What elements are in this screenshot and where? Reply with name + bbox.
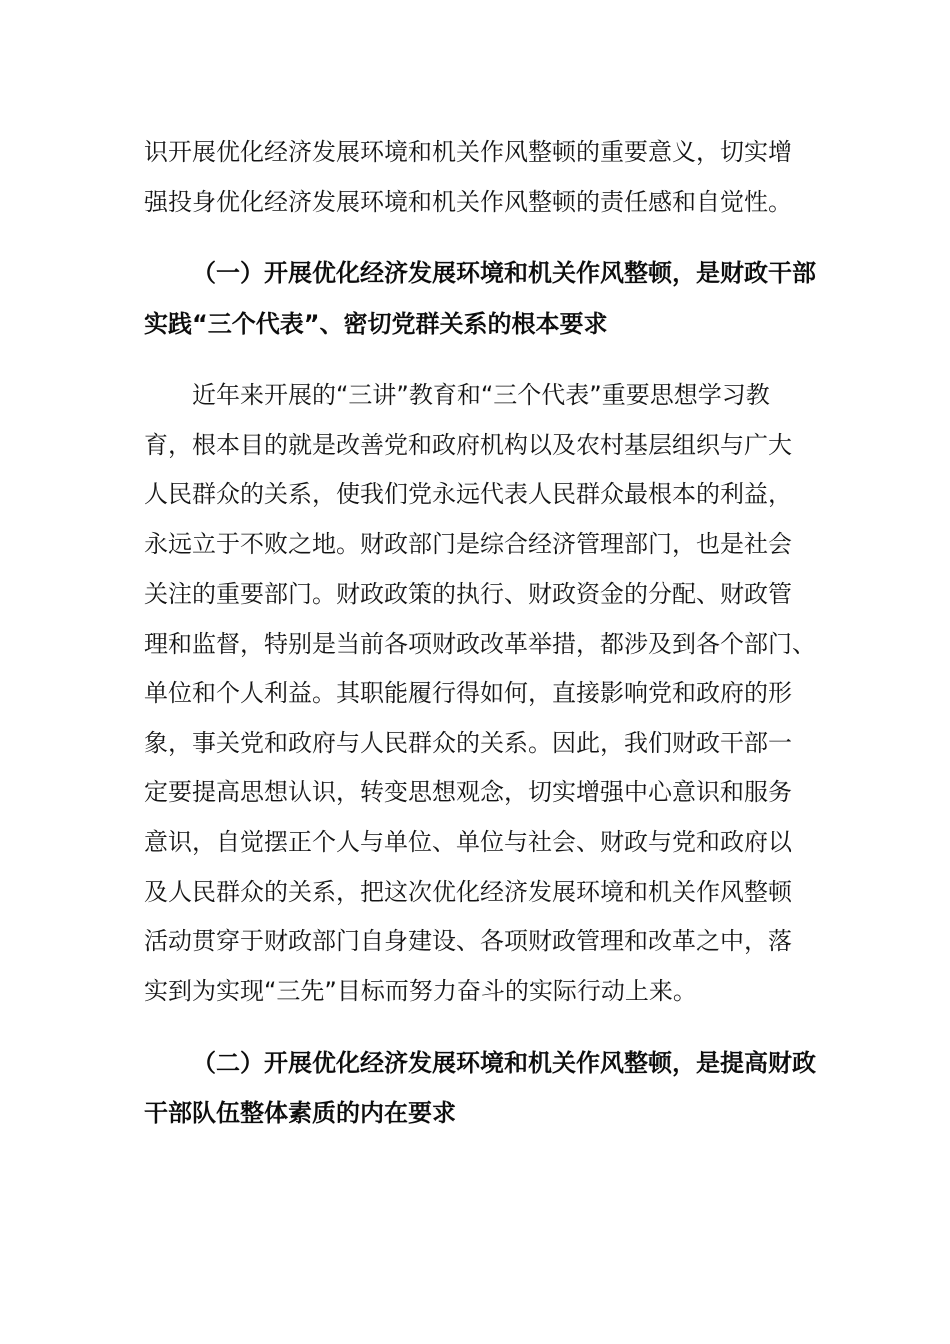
section1-body-line-11: 及人民群众的关系，把这次优化经济发展环境和机关作风整顿 xyxy=(144,878,792,906)
section1-body-line-9: 定要提高思想认识，转变思想观念，切实增强中心意识和服务 xyxy=(144,778,792,806)
intro-line-2: 强投身优化经济发展环境和机关作风整顿的责任感和自觉性。 xyxy=(144,188,792,216)
section1-body-line-8: 象，事关党和政府与人民群众的关系。因此，我们财政干部一 xyxy=(144,729,792,757)
section1-body-line-4: 永远立于不败之地。财政部门是综合经济管理部门，也是社会 xyxy=(144,530,792,558)
section1-body-line-10: 意识，自觉摆正个人与单位、单位与社会、财政与党和政府以 xyxy=(144,828,792,856)
section2-heading-line-2: 干部队伍整体素质的内在要求 xyxy=(144,1099,456,1127)
section1-body-line-12: 活动贯穿于财政部门自身建设、各项财政管理和改革之中，落 xyxy=(144,927,792,955)
section1-heading-line-2: 实践“三个代表”、密切党群关系的根本要求 xyxy=(144,310,608,338)
section1-body-line-5: 关注的重要部门。财政政策的执行、财政资金的分配、财政管 xyxy=(144,580,792,608)
section1-heading-line-1: （一）开展优化经济发展环境和机关作风整顿，是财政干部 xyxy=(192,259,816,287)
intro-line-1: 识开展优化经济发展环境和机关作风整顿的重要意义，切实增 xyxy=(144,138,792,166)
section2-heading-line-1: （二）开展优化经济发展环境和机关作风整顿，是提高财政 xyxy=(192,1049,816,1077)
section1-body-line-13: 实到为实现“三先”目标而努力奋斗的实际行动上来。 xyxy=(144,977,697,1005)
section1-body-line-3: 人民群众的关系，使我们党永远代表人民群众最根本的利益， xyxy=(144,480,792,508)
section1-body-line-6: 理和监督，特别是当前各项财政改革举措，都涉及到各个部门、 xyxy=(144,630,816,658)
section1-body-line-2: 育，根本目的就是改善党和政府机构以及农村基层组织与广大 xyxy=(144,431,792,459)
section1-body-line-1: 近年来开展的“三讲”教育和“三个代表”重要思想学习教 xyxy=(192,381,770,409)
section1-body-line-7: 单位和个人利益。其职能履行得如何，直接影响党和政府的形 xyxy=(144,679,792,707)
